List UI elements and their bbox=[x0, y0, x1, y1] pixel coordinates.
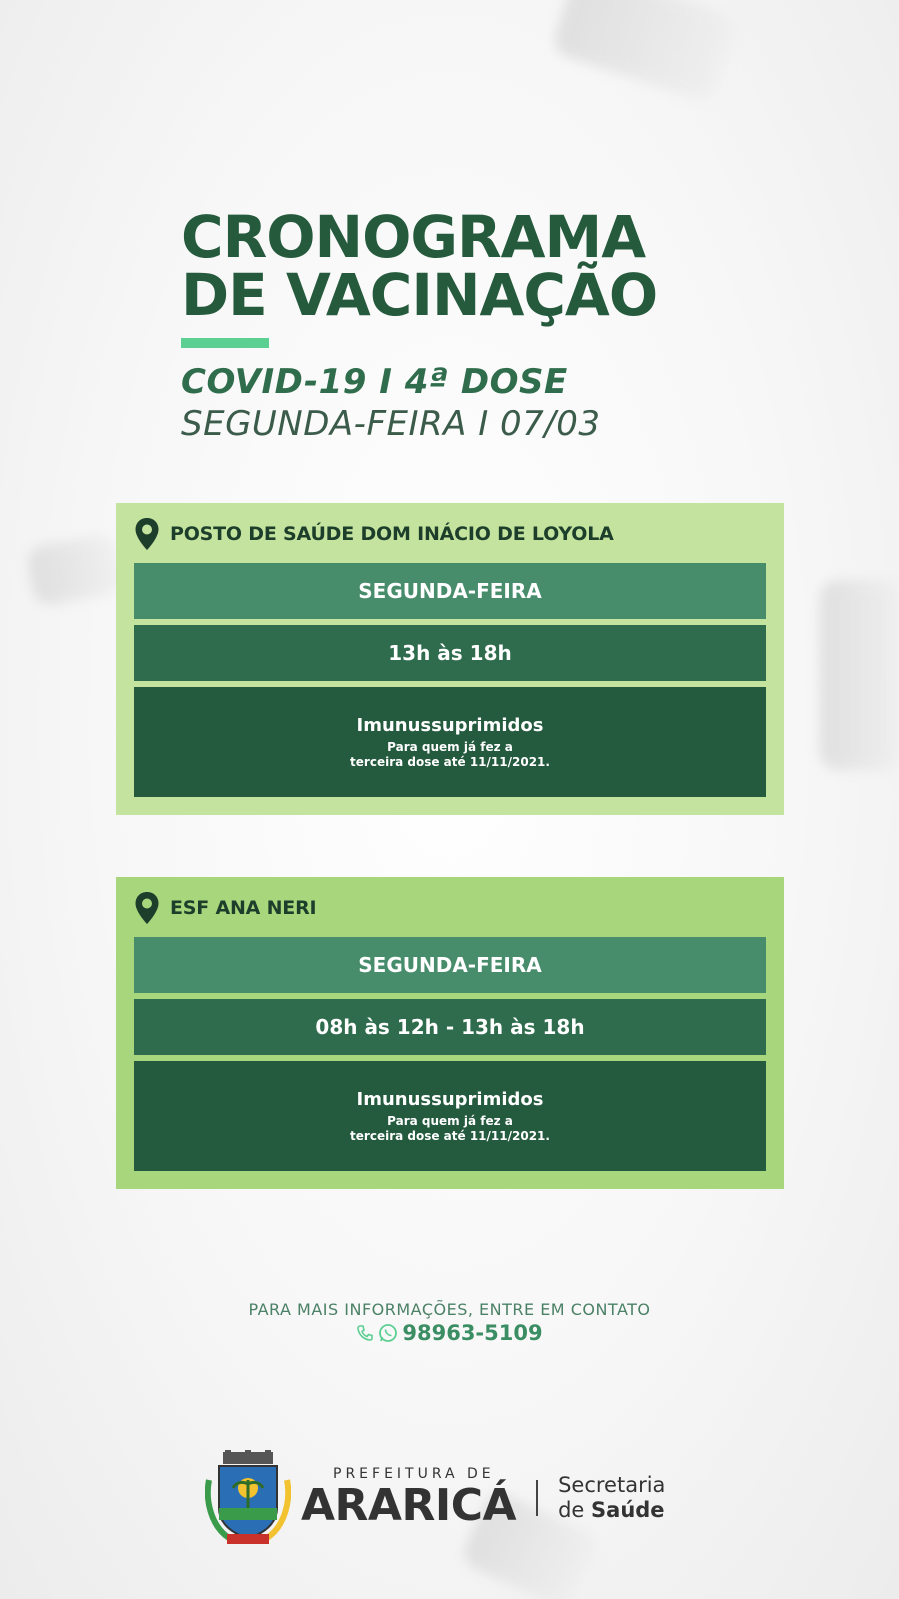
map-pin-icon bbox=[134, 891, 160, 925]
schedule-time: 13h às 18h bbox=[134, 625, 766, 681]
accent-bar bbox=[181, 338, 269, 348]
department-line2 bbox=[558, 1498, 665, 1523]
target-group-title: Imunussuprimidos bbox=[356, 714, 544, 736]
schedule-day: SEGUNDA-FEIRA bbox=[134, 937, 766, 993]
vaccine-dose-label: COVID-19 I 4ª DOSE bbox=[181, 362, 568, 402]
department-line2-prefix: de bbox=[558, 1498, 585, 1522]
contact-phone-number[interactable]: 98963-5109 bbox=[402, 1321, 543, 1345]
brand-city-name: ARARICÁ bbox=[301, 1480, 517, 1531]
card-header bbox=[134, 517, 766, 551]
map-pin-icon bbox=[134, 517, 160, 551]
target-group-title: Imunussuprimidos bbox=[356, 1088, 544, 1110]
target-group-note-line2: terceira dose até 11/11/2021. bbox=[350, 754, 550, 769]
page-title-line1: CRONOGRAMA bbox=[181, 203, 646, 271]
target-group bbox=[134, 687, 766, 797]
footer-logos bbox=[205, 1450, 725, 1546]
city-crest-icon bbox=[205, 1450, 291, 1546]
contact-label: PARA MAIS INFORMAÇÕES, ENTRE EM CONTATO bbox=[248, 1300, 651, 1319]
schedule-day: SEGUNDA-FEIRA bbox=[134, 563, 766, 619]
target-group-note-line1: Para quem já fez a bbox=[387, 739, 513, 754]
target-group bbox=[134, 1061, 766, 1171]
contact-section bbox=[0, 1300, 899, 1345]
location-card-2 bbox=[116, 877, 784, 1189]
location-name: POSTO DE SAÚDE DOM INÁCIO DE LOYOLA bbox=[170, 523, 614, 545]
target-group-note bbox=[350, 1114, 550, 1144]
location-name: ESF ANA NERI bbox=[170, 897, 317, 919]
schedule-time: 08h às 12h - 13h às 18h bbox=[134, 999, 766, 1055]
whatsapp-icon bbox=[378, 1323, 398, 1343]
location-card-1 bbox=[116, 503, 784, 815]
brand-prefix: PREFEITURA DE bbox=[333, 1466, 495, 1482]
department-line2-name: Saúde bbox=[591, 1498, 665, 1522]
target-group-note-line1: Para quem já fez a bbox=[387, 1113, 513, 1128]
department-line1: Secretaria bbox=[558, 1473, 666, 1497]
schedule-date-label: SEGUNDA-FEIRA I 07/03 bbox=[181, 404, 601, 444]
card-header bbox=[134, 891, 766, 925]
target-group-note bbox=[350, 740, 550, 770]
poster-header bbox=[181, 203, 801, 444]
contact-phone-row bbox=[0, 1321, 899, 1345]
vial-blur-left bbox=[25, 533, 124, 608]
vial-blur-top bbox=[550, 0, 739, 104]
footer-divider bbox=[536, 1480, 538, 1516]
target-group-note-line2: terceira dose até 11/11/2021. bbox=[350, 1128, 550, 1143]
department-name bbox=[558, 1473, 665, 1523]
city-brand bbox=[301, 1466, 516, 1530]
phone-icon bbox=[356, 1324, 374, 1342]
vial-blur-right bbox=[820, 580, 899, 770]
page-title-line2: DE VACINAÇÃO bbox=[181, 261, 658, 329]
